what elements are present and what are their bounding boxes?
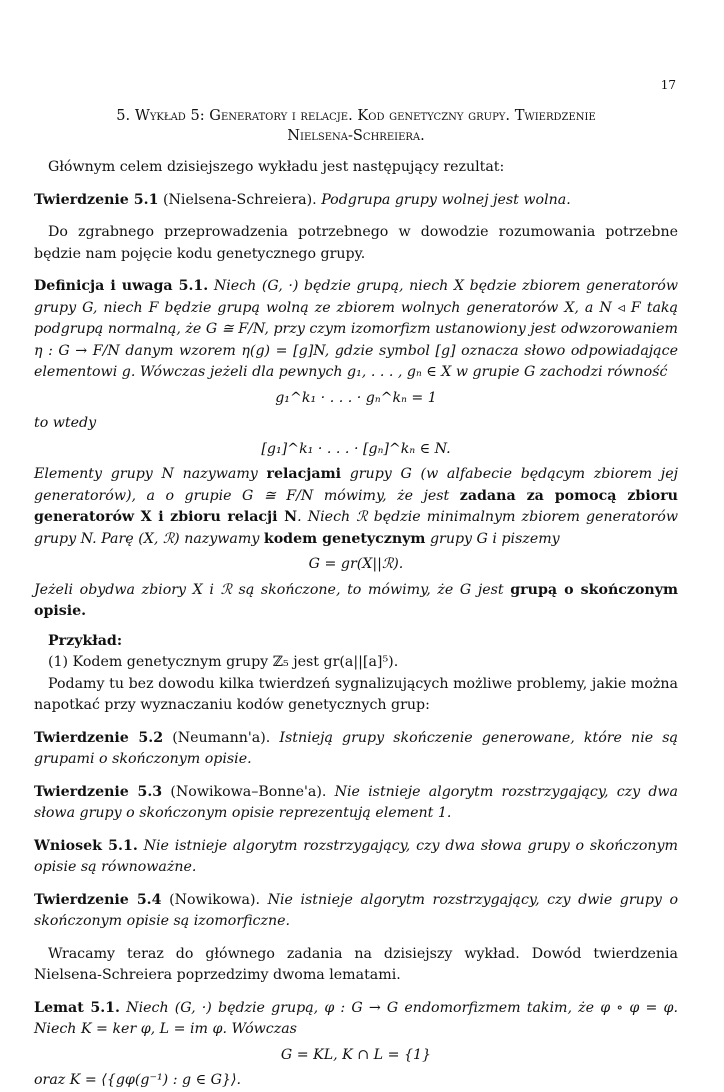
- example-label: Przykład:: [48, 632, 123, 649]
- lemma-equation: G = KL, K ∩ L = {1}: [280, 1046, 432, 1063]
- example-item: (1) Kodem genetycznym grupy ℤ₅ jest gr(a||[a]⁵).: [48, 654, 399, 670]
- lemma-tail: oraz K = ⟨{gφ(g⁻¹) : g ∈ G}⟩.: [34, 1072, 241, 1088]
- lemma-5-1: [34, 998, 678, 1041]
- corollary-5-1-label: Wniosek 5.1.: [34, 837, 138, 854]
- theorem-5-4: [34, 890, 678, 933]
- term-relations: relacjami: [266, 466, 341, 482]
- definition-5-1: [34, 276, 678, 384]
- problems-paragraph: Podamy tu bez dowodu kilka twierdzeń sygnalizujących możliwe problemy, jakie można napotkać przy wyznaczaniu kodów genetycznych grup:: [34, 675, 678, 713]
- theorem-5-1-statement: Podgrupa grupy wolnej jest wolna.: [321, 191, 571, 208]
- proof-need-paragraph: Do zgrabnego przeprowadzenia potrzebnego w dowodzie rozumowania potrzebne będzie nam pojęcie kodu genetycznego grupy.: [34, 224, 678, 262]
- def-text-2a: Elementy grupy N nazywamy: [34, 466, 258, 482]
- corollary-5-1-statement: Nie istnieje algorytm rozstrzygający, czy dwa słowa grupy o skończonym opisie są równoważne.: [34, 837, 678, 875]
- definition-5-1-finite: [34, 580, 678, 623]
- lemma-5-1-statement: Niech (G, ·) będzie grupą, φ : G → G endomorfizmem takim, że φ ∘ φ = φ. Niech K = ker φ, L = im φ. Wówczas: [34, 999, 679, 1037]
- section-title-line1: 5. Wykład 5: Generatory i relacje. Kod genetyczny grupy. Twierdzenie: [116, 107, 596, 124]
- lemma-5-1-label: Lemat 5.1.: [34, 999, 120, 1016]
- theorem-5-4-attribution: (Nowikowa).: [169, 891, 261, 908]
- term-given: zadana za pomocą zbioru generatorów X i zbioru relacji N: [34, 487, 678, 525]
- section-title: [34, 106, 678, 146]
- equation-2: [g₁]^k₁ · . . . · [gₙ]^kₙ ∈ N.: [261, 440, 451, 457]
- def-text-2c: . Niech ℛ będzie minimalnym zbiorem generatorów grupy N. Parę (X, ℛ) nazywamy: [34, 509, 678, 547]
- definition-5-1-label: Definicja i uwaga 5.1.: [34, 278, 209, 294]
- page-body: [34, 0, 678, 1092]
- equation-3: G = gr(X||ℛ).: [308, 556, 404, 572]
- term-finite-description: grupą o skończonym opisie.: [34, 581, 678, 619]
- theorem-5-2-statement: Istnieją grupy skończenie generowane, które nie są grupami o skończonym opisie.: [34, 729, 678, 767]
- theorem-5-3: [34, 782, 678, 825]
- example-heading: [34, 631, 678, 653]
- theorem-5-1-label: Twierdzenie 5.1: [34, 191, 159, 208]
- term-genetic-code: kodem genetycznym: [263, 530, 426, 547]
- theorem-5-4-label: Twierdzenie 5.4: [34, 891, 162, 908]
- def-text-2b: grupy G (w alfabecie będącym zbiorem jej generatorów), a o grupie G ≅ F/N mówimy, że jest: [34, 466, 678, 504]
- return-paragraph: Wracamy teraz do głównego zadania na dzisiejszy wykład. Dowód twierdzenia Nielsena-Schreiera poprzedzimy dwoma lematami.: [34, 945, 678, 983]
- theorem-5-2-attribution: (Neumann'a).: [172, 729, 271, 746]
- page-number: 17: [660, 78, 676, 92]
- theorem-5-1: [34, 190, 678, 212]
- definition-5-1-continued: [34, 464, 678, 550]
- theorem-5-2-label: Twierdzenie 5.2: [34, 729, 164, 746]
- theorem-5-4-statement: Nie istnieje algorytm rozstrzygający, czy dwie grupy o skończonym opisie są izomorficzne.: [34, 891, 678, 929]
- section-title-line2: Nielsena-Schreiera.: [287, 127, 425, 144]
- def-text-3a: Jeżeli obydwa zbiory X i ℛ są skończone, to mówimy, że G jest: [34, 581, 504, 598]
- equation-1: g₁^k₁ · . . . · gₙ^kₙ = 1: [275, 389, 437, 406]
- then-text: to wtedy: [34, 415, 97, 431]
- theorem-5-3-label: Twierdzenie 5.3: [34, 783, 163, 800]
- theorem-5-3-statement: Nie istnieje algorytm rozstrzygający, czy dwa słowa grupy o skończonym opisie reprezentują element 1.: [34, 783, 679, 821]
- theorem-5-3-attribution: (Nowikowa–Bonne'a).: [170, 783, 327, 800]
- theorem-5-1-attribution: (Nielsena-Schreiera).: [162, 191, 317, 208]
- definition-5-1-text: Niech (G, ·) będzie grupą, niech X będzie zbiorem generatorów grupy G, niech F będzie grupą wolną ze zbiorem wolnych generatorów X, a N ◃ F taką podgrupą normalną, że G ≅ F/N, przy czym izomorfizm ustanowiony jest odwzorowaniem η : G → F/N danym wzorem η(g) = [g]N, gdzie symbol [g] oznacza słowo odpowiadające elementowi g. Wówczas jeżeli dla pewnych g₁, . . . , gₙ ∈ X w grupie G zachodzi równość: [34, 278, 678, 380]
- intro-paragraph: Głównym celem dzisiejszego wykładu jest następujący rezultat:: [48, 159, 505, 175]
- corollary-5-1: [34, 836, 678, 879]
- def-text-2d: grupy G i piszemy: [429, 530, 560, 547]
- theorem-5-2: [34, 728, 678, 771]
